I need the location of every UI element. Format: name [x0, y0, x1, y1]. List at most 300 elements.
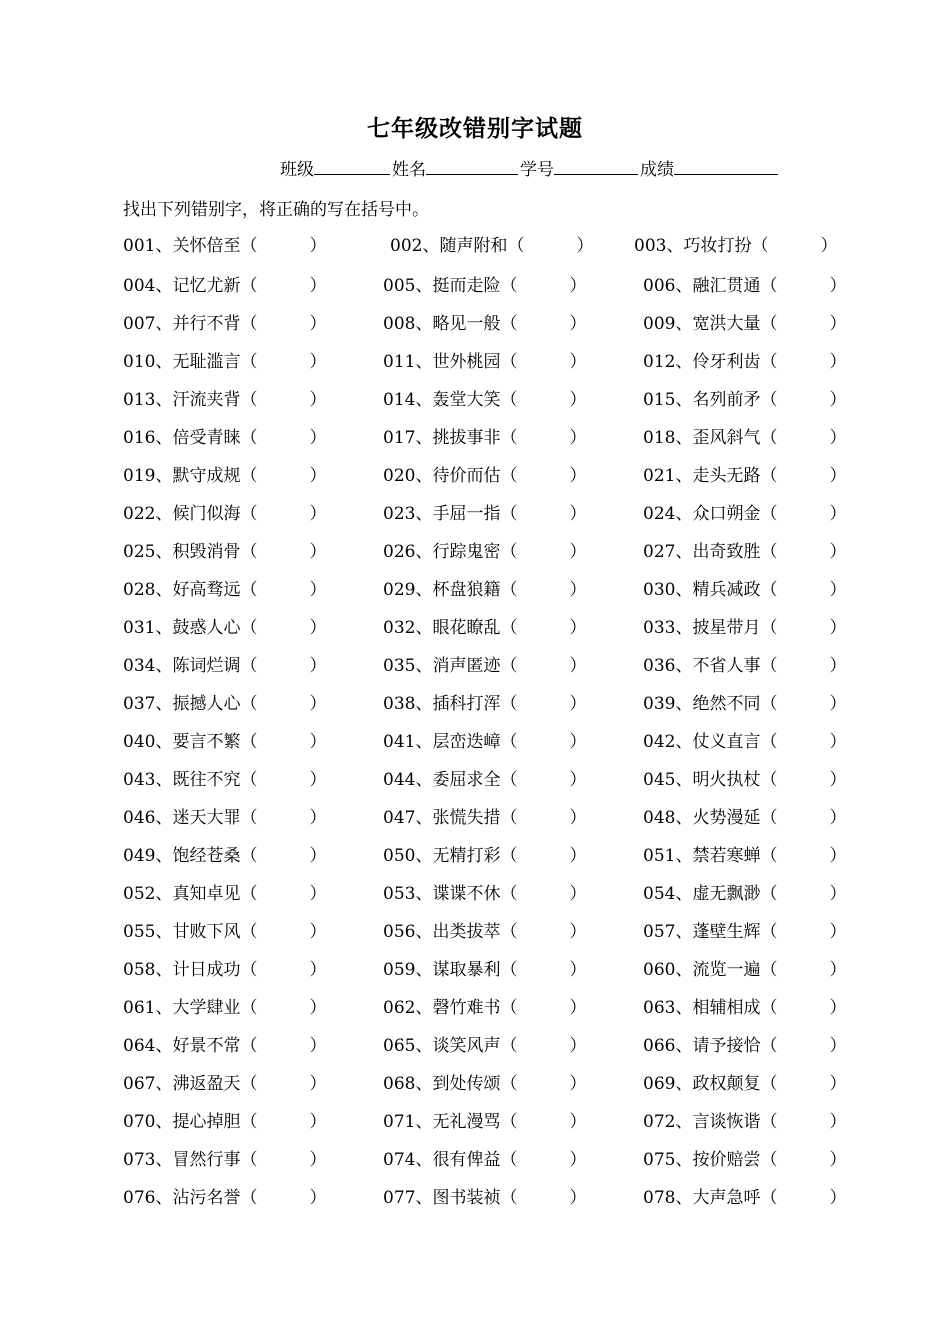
class-blank[interactable]	[314, 156, 390, 175]
question-phrase: 大学肆业	[172, 998, 241, 1018]
question-number: 002	[390, 236, 423, 256]
answer-paren-open: （	[500, 922, 518, 942]
question-row	[0, 956, 950, 986]
answer-paren-open: （	[240, 1112, 258, 1132]
answer-paren-open: （	[760, 580, 778, 600]
answer-paren-open: （	[760, 732, 778, 752]
question-row	[0, 766, 950, 796]
question-item	[383, 538, 586, 566]
question-phrase: 走头无路	[692, 466, 761, 486]
question-item	[123, 386, 326, 414]
answer-paren-open: （	[760, 808, 778, 828]
answer-paren-close: ）	[569, 770, 587, 790]
answer-paren-open: （	[500, 770, 518, 790]
question-separator: 、	[675, 504, 693, 524]
question-item	[383, 500, 586, 528]
question-item	[123, 1032, 326, 1060]
question-item	[123, 956, 326, 984]
answer-paren-close: ）	[829, 618, 847, 638]
question-item	[643, 918, 846, 946]
answer-paren-close: ）	[569, 1188, 587, 1208]
question-phrase: 政权颠复	[692, 1074, 761, 1094]
question-number: 072	[643, 1112, 676, 1132]
question-row	[0, 348, 950, 378]
answer-paren-open: （	[240, 466, 258, 486]
answer-paren-close: ）	[569, 846, 587, 866]
answer-paren-open: （	[240, 236, 258, 256]
question-number: 008	[383, 314, 416, 334]
question-phrase: 谋取暴利	[432, 960, 501, 980]
question-number: 021	[643, 466, 676, 486]
answer-paren-close: ）	[829, 1112, 847, 1132]
question-number: 007	[123, 314, 156, 334]
answer-paren-open: （	[760, 1188, 778, 1208]
question-number: 069	[643, 1074, 676, 1094]
question-phrase: 出奇致胜	[692, 542, 761, 562]
student-info-line	[280, 156, 780, 183]
answer-paren-close: ）	[309, 922, 327, 942]
answer-paren-open: （	[240, 922, 258, 942]
question-separator: 、	[675, 1188, 693, 1208]
question-item	[643, 728, 846, 756]
answer-paren-close: ）	[569, 504, 587, 524]
answer-paren-close: ）	[309, 884, 327, 904]
question-item	[123, 424, 326, 452]
question-phrase: 挑拔事非	[432, 428, 501, 448]
answer-paren-close: ）	[569, 390, 587, 410]
question-separator: 、	[155, 770, 173, 790]
question-separator: 、	[415, 998, 433, 1018]
student-id-blank[interactable]	[554, 156, 638, 175]
question-separator: 、	[155, 998, 173, 1018]
question-item	[383, 842, 586, 870]
question-number: 031	[123, 618, 156, 638]
answer-paren-close: ）	[569, 618, 587, 638]
question-number: 050	[383, 846, 416, 866]
answer-paren-close: ）	[829, 846, 847, 866]
answer-paren-open: （	[760, 770, 778, 790]
question-phrase: 无精打彩	[432, 846, 501, 866]
question-separator: 、	[155, 846, 173, 866]
question-number: 064	[123, 1036, 156, 1056]
answer-paren-open: （	[240, 770, 258, 790]
question-item	[643, 538, 846, 566]
question-item	[643, 1032, 846, 1060]
question-separator: 、	[415, 1188, 433, 1208]
question-phrase: 巧妆打扮	[683, 236, 752, 256]
answer-paren-open: （	[240, 504, 258, 524]
question-number: 043	[123, 770, 156, 790]
question-item	[634, 232, 837, 260]
question-separator: 、	[155, 1036, 173, 1056]
question-separator: 、	[155, 390, 173, 410]
question-separator: 、	[415, 1150, 433, 1170]
question-separator: 、	[415, 1036, 433, 1056]
question-phrase: 消声匿迹	[432, 656, 501, 676]
question-item	[643, 614, 846, 642]
answer-paren-close: ）	[569, 732, 587, 752]
question-phrase: 既往不究	[172, 770, 241, 790]
answer-paren-close: ）	[829, 276, 847, 296]
answer-paren-open: （	[240, 618, 258, 638]
question-number: 056	[383, 922, 416, 942]
question-separator: 、	[675, 618, 693, 638]
answer-paren-close: ）	[829, 656, 847, 676]
answer-paren-open: （	[760, 1112, 778, 1132]
question-row	[0, 1070, 950, 1100]
question-item	[383, 1070, 586, 1098]
question-separator: 、	[675, 770, 693, 790]
question-number: 045	[643, 770, 676, 790]
answer-paren-open: （	[760, 618, 778, 638]
question-separator: 、	[666, 236, 684, 256]
answer-paren-open: （	[500, 352, 518, 372]
answer-paren-open: （	[500, 1036, 518, 1056]
answer-paren-close: ）	[569, 542, 587, 562]
question-phrase: 言谈恢谐	[692, 1112, 761, 1132]
question-number: 053	[383, 884, 416, 904]
question-phrase: 委屈求全	[432, 770, 501, 790]
answer-paren-close: ）	[569, 314, 587, 334]
answer-paren-close: ）	[309, 694, 327, 714]
class-label: 班级	[280, 160, 314, 180]
answer-paren-close: ）	[829, 960, 847, 980]
question-number: 028	[123, 580, 156, 600]
question-item	[123, 690, 326, 718]
answer-paren-open: （	[240, 808, 258, 828]
question-phrase: 提心掉胆	[172, 1112, 241, 1132]
question-phrase: 无礼漫骂	[432, 1112, 501, 1132]
question-separator: 、	[675, 1150, 693, 1170]
question-separator: 、	[155, 580, 173, 600]
question-number: 017	[383, 428, 416, 448]
answer-paren-open: （	[760, 504, 778, 524]
question-item	[123, 1108, 326, 1136]
question-number: 052	[123, 884, 156, 904]
answer-paren-close: ）	[829, 504, 847, 524]
question-item	[123, 1146, 326, 1174]
question-phrase: 随声附和	[439, 236, 508, 256]
question-item	[123, 652, 326, 680]
question-phrase: 并行不背	[172, 314, 241, 334]
answer-paren-open: （	[507, 236, 525, 256]
answer-paren-open: （	[240, 314, 258, 334]
question-phrase: 绝然不同	[692, 694, 761, 714]
question-separator: 、	[415, 884, 433, 904]
question-number: 041	[383, 732, 416, 752]
question-separator: 、	[155, 1188, 173, 1208]
question-number: 048	[643, 808, 676, 828]
question-item	[123, 766, 326, 794]
question-number: 025	[123, 542, 156, 562]
answer-paren-open: （	[760, 998, 778, 1018]
question-phrase: 层峦迭嶂	[432, 732, 501, 752]
question-number: 036	[643, 656, 676, 676]
question-number: 023	[383, 504, 416, 524]
question-item	[643, 652, 846, 680]
question-phrase: 眼花瞭乱	[432, 618, 501, 638]
question-number: 058	[123, 960, 156, 980]
question-phrase: 鼓惑人心	[172, 618, 241, 638]
question-phrase: 大声急呼	[692, 1188, 761, 1208]
question-item	[383, 728, 586, 756]
question-phrase: 谍谍不休	[432, 884, 501, 904]
question-separator: 、	[415, 390, 433, 410]
question-separator: 、	[155, 732, 173, 752]
question-number: 051	[643, 846, 676, 866]
answer-paren-open: （	[500, 390, 518, 410]
question-number: 073	[123, 1150, 156, 1170]
question-row	[0, 500, 950, 530]
question-separator: 、	[415, 314, 433, 334]
question-separator: 、	[155, 276, 173, 296]
answer-paren-close: ）	[829, 1074, 847, 1094]
question-number: 005	[383, 276, 416, 296]
question-number: 074	[383, 1150, 416, 1170]
answer-paren-open: （	[500, 656, 518, 676]
answer-paren-open: （	[760, 466, 778, 486]
question-separator: 、	[675, 466, 693, 486]
answer-paren-close: ）	[569, 656, 587, 676]
question-separator: 、	[422, 236, 440, 256]
answer-paren-close: ）	[829, 694, 847, 714]
answer-paren-close: ）	[309, 352, 327, 372]
question-row	[0, 652, 950, 682]
question-number: 037	[123, 694, 156, 714]
answer-paren-close: ）	[829, 580, 847, 600]
question-phrase: 按价赔尝	[692, 1150, 761, 1170]
question-phrase: 蓬壁生辉	[692, 922, 761, 942]
question-separator: 、	[675, 352, 693, 372]
question-separator: 、	[155, 1074, 173, 1094]
question-phrase: 谈笑风声	[432, 1036, 501, 1056]
question-number: 024	[643, 504, 676, 524]
question-separator: 、	[155, 884, 173, 904]
answer-paren-close: ）	[829, 466, 847, 486]
answer-paren-close: ）	[829, 1188, 847, 1208]
question-item	[123, 462, 326, 490]
question-separator: 、	[675, 314, 693, 334]
question-row	[0, 614, 950, 644]
question-item	[643, 956, 846, 984]
question-row	[0, 462, 950, 492]
question-item	[643, 462, 846, 490]
name-blank[interactable]	[426, 156, 518, 175]
answer-paren-open: （	[760, 390, 778, 410]
question-separator: 、	[415, 276, 433, 296]
question-item	[123, 842, 326, 870]
answer-paren-close: ）	[309, 770, 327, 790]
question-number: 046	[123, 808, 156, 828]
answer-paren-close: ）	[569, 960, 587, 980]
question-number: 009	[643, 314, 676, 334]
question-row	[0, 1032, 950, 1062]
question-item	[123, 804, 326, 832]
answer-paren-close: ）	[829, 314, 847, 334]
question-phrase: 待价而估	[432, 466, 501, 486]
answer-paren-close: ）	[829, 542, 847, 562]
question-phrase: 世外桃园	[432, 352, 501, 372]
question-item	[123, 576, 326, 604]
question-row	[0, 728, 950, 758]
answer-paren-open: （	[760, 1036, 778, 1056]
question-item	[643, 272, 846, 300]
question-phrase: 张慌失措	[432, 808, 501, 828]
question-item	[383, 1184, 586, 1212]
question-row	[0, 576, 950, 606]
answer-paren-open: （	[240, 656, 258, 676]
question-phrase: 明火执杖	[692, 770, 761, 790]
question-row	[0, 842, 950, 872]
question-item	[123, 348, 326, 376]
question-phrase: 名列前矛	[692, 390, 761, 410]
question-separator: 、	[415, 618, 433, 638]
question-number: 029	[383, 580, 416, 600]
question-item	[383, 310, 586, 338]
question-phrase: 精兵减政	[692, 580, 761, 600]
question-phrase: 火势漫延	[692, 808, 761, 828]
answer-paren-open: （	[500, 580, 518, 600]
answer-paren-open: （	[240, 580, 258, 600]
question-number: 054	[643, 884, 676, 904]
question-item	[123, 1070, 326, 1098]
answer-paren-close: ）	[829, 884, 847, 904]
question-number: 076	[123, 1188, 156, 1208]
question-number: 077	[383, 1188, 416, 1208]
question-number: 022	[123, 504, 156, 524]
answer-paren-open: （	[240, 732, 258, 752]
question-item	[643, 1108, 846, 1136]
answer-paren-close: ）	[309, 998, 327, 1018]
answer-paren-close: ）	[309, 618, 327, 638]
question-phrase: 仗义直言	[692, 732, 761, 752]
question-separator: 、	[415, 1074, 433, 1094]
answer-paren-open: （	[500, 998, 518, 1018]
answer-paren-close: ）	[309, 580, 327, 600]
question-item	[383, 614, 586, 642]
question-number: 063	[643, 998, 676, 1018]
question-separator: 、	[675, 390, 693, 410]
question-phrase: 众口朔金	[692, 504, 761, 524]
question-separator: 、	[155, 808, 173, 828]
question-item	[383, 766, 586, 794]
question-separator: 、	[415, 466, 433, 486]
score-blank[interactable]	[674, 156, 778, 175]
question-item	[383, 994, 586, 1022]
answer-paren-close: ）	[569, 1112, 587, 1132]
question-item	[643, 348, 846, 376]
question-separator: 、	[415, 846, 433, 866]
question-row	[0, 880, 950, 910]
question-phrase: 饱经苍桑	[172, 846, 241, 866]
answer-paren-close: ）	[569, 1036, 587, 1056]
answer-paren-open: （	[760, 276, 778, 296]
question-phrase: 不省人事	[692, 656, 761, 676]
question-row	[0, 424, 950, 454]
answer-paren-close: ）	[309, 314, 327, 334]
question-separator: 、	[155, 922, 173, 942]
answer-paren-close: ）	[820, 236, 838, 256]
answer-paren-close: ）	[309, 960, 327, 980]
answer-paren-close: ）	[829, 732, 847, 752]
question-phrase: 计日成功	[172, 960, 241, 980]
question-separator: 、	[155, 428, 173, 448]
question-separator: 、	[155, 1150, 173, 1170]
question-item	[123, 880, 326, 908]
question-separator: 、	[155, 656, 173, 676]
answer-paren-open: （	[760, 1074, 778, 1094]
question-item	[383, 804, 586, 832]
answer-paren-open: （	[760, 694, 778, 714]
answer-paren-close: ）	[569, 998, 587, 1018]
question-phrase: 出类拔萃	[432, 922, 501, 942]
question-item	[383, 690, 586, 718]
answer-paren-close: ）	[829, 1036, 847, 1056]
question-separator: 、	[675, 960, 693, 980]
question-number: 057	[643, 922, 676, 942]
answer-paren-open: （	[240, 846, 258, 866]
question-number: 042	[643, 732, 676, 752]
answer-paren-open: （	[500, 808, 518, 828]
question-phrase: 振撼人心	[172, 694, 241, 714]
answer-paren-close: ）	[569, 884, 587, 904]
question-phrase: 真知卓见	[172, 884, 241, 904]
question-number: 078	[643, 1188, 676, 1208]
answer-paren-close: ）	[829, 428, 847, 448]
question-item	[123, 918, 326, 946]
question-item	[383, 652, 586, 680]
question-separator: 、	[415, 656, 433, 676]
question-separator: 、	[155, 618, 173, 638]
question-number: 011	[383, 352, 416, 372]
answer-paren-open: （	[500, 884, 518, 904]
question-phrase: 请予接恰	[692, 1036, 761, 1056]
question-item	[383, 1108, 586, 1136]
answer-paren-close: ）	[569, 922, 587, 942]
answer-paren-close: ）	[569, 580, 587, 600]
answer-paren-close: ）	[829, 1150, 847, 1170]
question-number: 059	[383, 960, 416, 980]
question-row	[0, 538, 950, 568]
answer-paren-open: （	[760, 542, 778, 562]
answer-paren-open: （	[760, 922, 778, 942]
question-number: 039	[643, 694, 676, 714]
question-item	[383, 424, 586, 452]
question-item	[643, 766, 846, 794]
question-row	[0, 232, 950, 262]
question-number: 004	[123, 276, 156, 296]
answer-paren-open: （	[240, 352, 258, 372]
answer-paren-close: ）	[569, 352, 587, 372]
question-separator: 、	[415, 542, 433, 562]
student-id-label: 学号	[520, 160, 554, 180]
question-separator: 、	[675, 846, 693, 866]
question-phrase: 候门似海	[172, 504, 241, 524]
question-number: 067	[123, 1074, 156, 1094]
question-separator: 、	[155, 466, 173, 486]
question-number: 061	[123, 998, 156, 1018]
answer-paren-open: （	[500, 314, 518, 334]
question-row	[0, 272, 950, 302]
answer-paren-close: ）	[309, 276, 327, 296]
question-phrase: 磬竹难书	[432, 998, 501, 1018]
question-separator: 、	[155, 314, 173, 334]
question-phrase: 禁若寒蝉	[692, 846, 761, 866]
answer-paren-open: （	[240, 390, 258, 410]
question-number: 071	[383, 1112, 416, 1132]
question-row	[0, 386, 950, 416]
answer-paren-open: （	[240, 1036, 258, 1056]
